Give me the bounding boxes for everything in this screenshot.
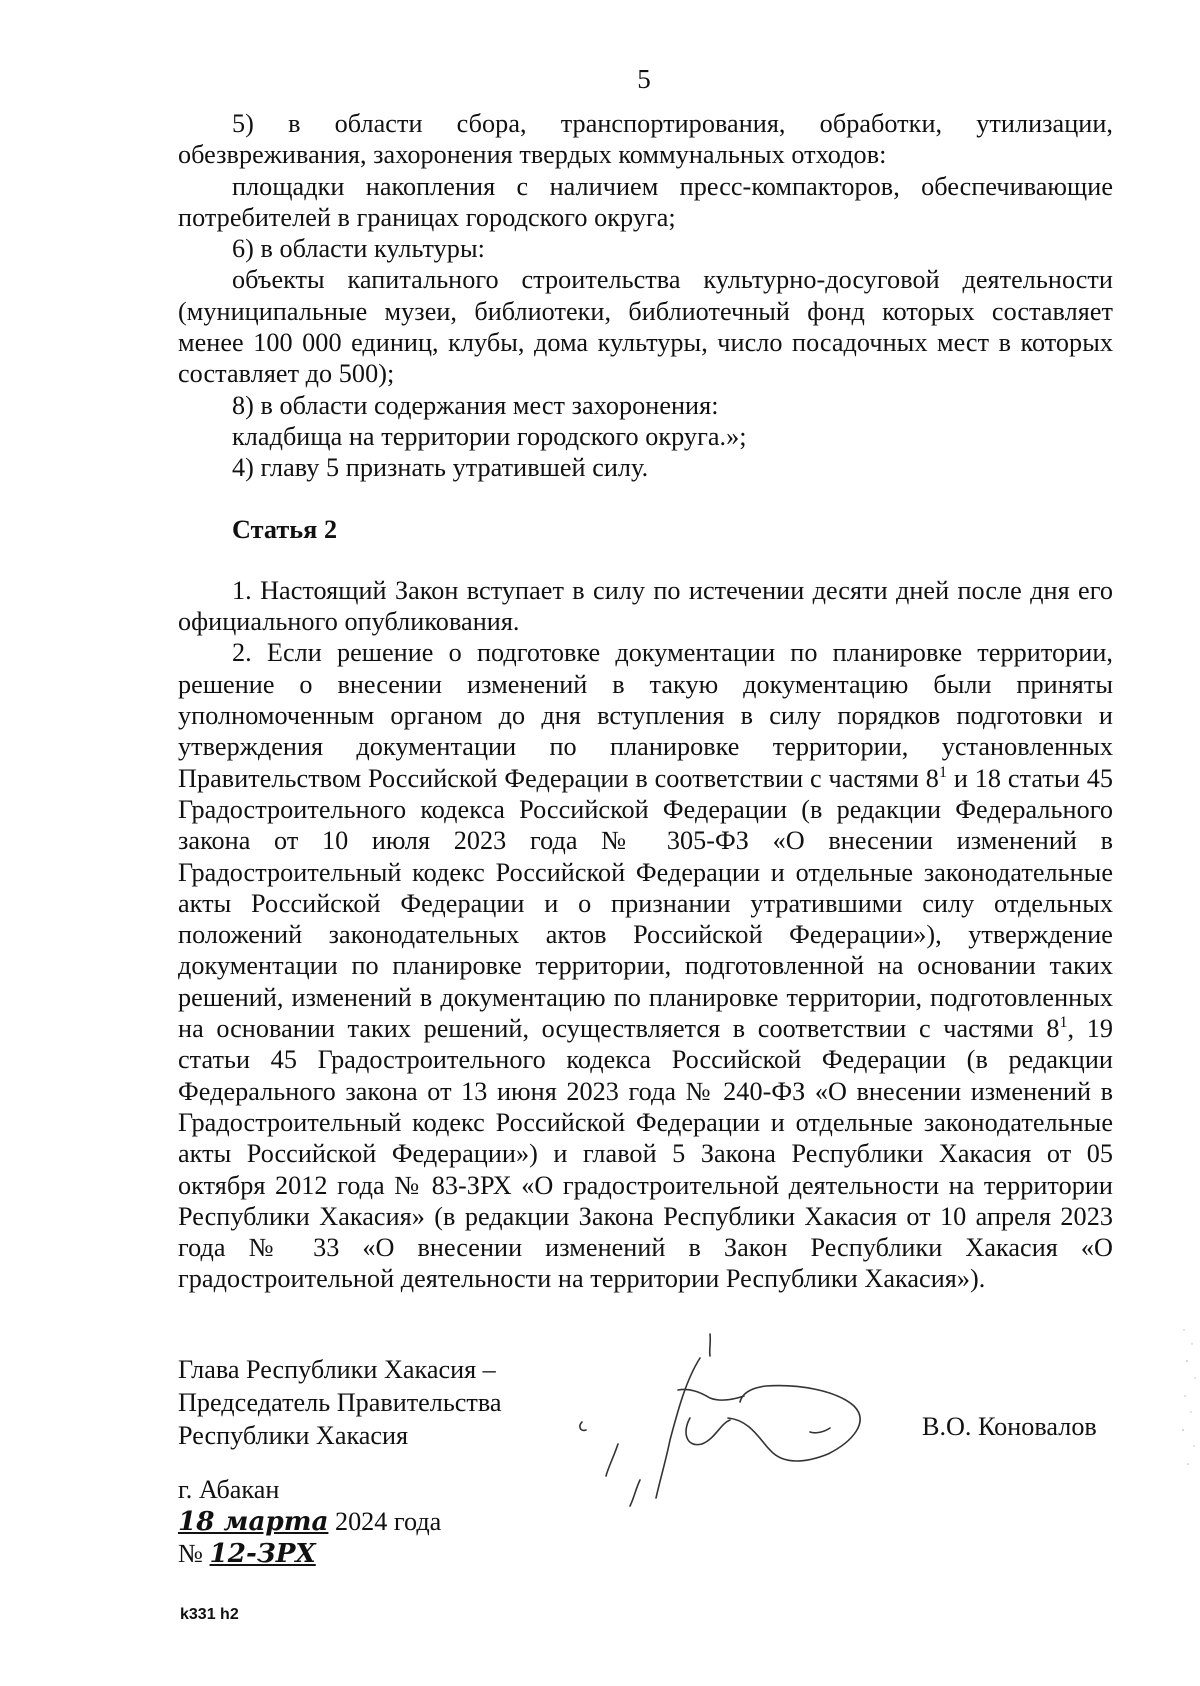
scan-noise <box>1180 1320 1200 1480</box>
number-prefix: № <box>178 1539 203 1568</box>
document-body <box>178 108 1113 1295</box>
clause-2-part-a: 2. Если решение о подготовке документации по планировке территории, решение о внесении изменений в такую документацию были приняты уполномоченным органом до дня вступления в силу порядков подготовки и утверждения документации по планировке территории, установленных Правительством Российской Федерации в соответствии с частями 8 <box>178 638 1113 793</box>
article-heading: Статья 2 <box>232 514 338 544</box>
handwritten-number: 12-ЗРХ <box>209 1538 316 1569</box>
signatory-title-line: Республики Хакасия <box>178 1421 409 1450</box>
date-line <box>178 1506 441 1538</box>
signatory-name: В.О. Коновалов <box>922 1412 1097 1441</box>
number-line <box>178 1538 441 1570</box>
paragraph: площадки накопления с наличием пресс-компакторов, обеспечивающие потребителей в границах городского округа; <box>178 171 1113 232</box>
signatory-title-line: Председатель Правительства <box>178 1388 502 1417</box>
date-year: 2024 года <box>334 1507 442 1536</box>
clause-2 <box>178 637 1113 1294</box>
paragraph: 6) в области культуры: <box>232 234 485 264</box>
signature-image <box>560 1320 900 1520</box>
paragraph: 5) в области сбора, транспортирования, обработки, утилизации, обезвреживания, захоронения твердых коммунальных отходов: <box>178 109 1113 170</box>
paragraph: объекты капитального строительства культурно-досуговой деятельности (муниципальные музеи, библиотеки, библиотечный фонд которых составляет менее 100 000 единиц, клубы, дома культуры, число посадочных мест в которых составляет до 500); <box>178 265 1113 389</box>
superscript: 1 <box>1059 1014 1068 1032</box>
clause-2-part-c: , 19 статьи 45 Градостроительного кодекса Российской Федерации (в редакции Федерального закона от 13 июня 2023 года № 240-ФЗ «О внесении изменений в Градостроительный кодекс Российской Федерации и отдельные законодательные акты Российской Федерации») и главой 5 Закона Республики Хакасия от 05 октября 2012 года № 83-ЗРХ «О градостроительной деятельности на территории Республики Хакасия» (в редакции Закона Республики Хакасия от 10 апреля 2023 года № 33 «О внесении изменений в Закон Республики Хакасия «О градостроительной деятельности на территории Республики Хакасия»). <box>178 1014 1114 1294</box>
page-number: 5 <box>637 64 651 94</box>
clause-2-part-b: и 18 статьи 45 Градостроительного кодекса Российской Федерации (в редакции Федерального закона от 10 июля 2023 года № 305-ФЗ «О внесении изменений в Градостроительный кодекс Российской Федерации и отдельные законодательные акты Российской Федерации и о признании утратившими силу отдельных положений законодательных актов Российской Федерации»), утверждение документации по планировке территории, подготовленной на основании таких решений, изменений в документацию по планировке территории, подготовленных на основании таких решений, осуществляется в соответствии с частями 8 <box>178 763 1114 1044</box>
paragraph: 8) в области содержания мест захоронения: <box>232 390 719 420</box>
signatory-title-line: Глава Республики Хакасия – <box>178 1355 496 1384</box>
superscript: 1 <box>938 763 948 781</box>
place-date-block <box>178 1474 441 1570</box>
handwritten-date: 18 марта <box>178 1506 329 1537</box>
place: г. Абакан <box>178 1475 280 1504</box>
document-code: k331 h2 <box>180 1606 239 1623</box>
paragraph: 4) главу 5 признать утратившей силу. <box>232 453 649 483</box>
clause-1: 1. Настоящий Закон вступает в силу по истечении десяти дней после дня его официального опубликования. <box>178 575 1113 637</box>
paragraph: кладбища на территории городского округа.»; <box>232 421 747 451</box>
signatory-title <box>178 1353 502 1452</box>
